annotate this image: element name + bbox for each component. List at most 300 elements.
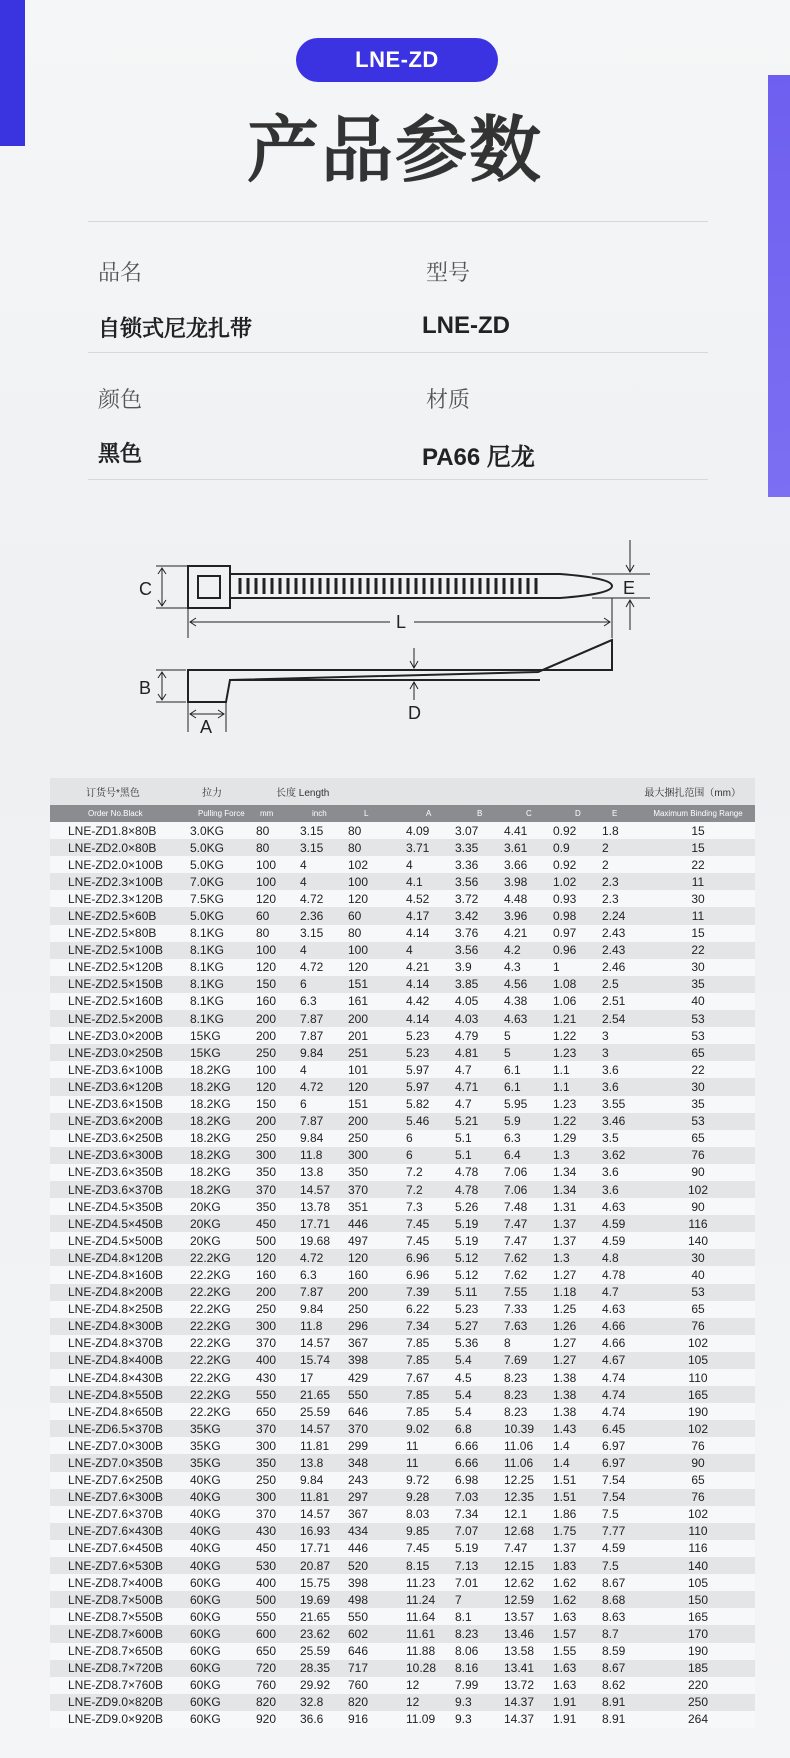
table-cell: LNE-ZD9.0×820B (50, 1694, 190, 1711)
table-cell: 12 (406, 1677, 455, 1694)
table-cell: 11.24 (406, 1591, 455, 1608)
table-cell: 7.77 (602, 1523, 641, 1540)
table-cell: LNE-ZD2.3×120B (50, 890, 190, 907)
table-cell: LNE-ZD8.7×720B (50, 1660, 190, 1677)
table-row (50, 1557, 755, 1574)
table-cell: 250 (256, 1301, 300, 1318)
table-cell: LNE-ZD2.5×60B (50, 907, 190, 924)
table-cell: 11.06 (504, 1437, 553, 1454)
table-cell: 60 (256, 907, 300, 924)
table-cell: 8.1KG (190, 993, 256, 1010)
table-cell: 1.21 (553, 1010, 602, 1027)
table-cell: 500 (256, 1232, 300, 1249)
table-cell: 646 (348, 1403, 406, 1420)
table-cell: 370 (256, 1420, 300, 1437)
table-cell: 60KG (190, 1625, 256, 1642)
table-cell: 1 (553, 959, 602, 976)
table-cell: 7.45 (406, 1540, 455, 1557)
table-cell: 5.26 (455, 1198, 504, 1215)
table-row (50, 976, 755, 993)
table-cell: 5.21 (455, 1113, 504, 1130)
table-cell: 351 (348, 1198, 406, 1215)
table-cell: 250 (641, 1694, 755, 1711)
table-cell: 20KG (190, 1232, 256, 1249)
table-cell: 30 (641, 1078, 755, 1095)
table-cell: 2.43 (602, 942, 641, 959)
table-cell: 5.4 (455, 1352, 504, 1369)
table-cell: 102 (641, 1420, 755, 1437)
table-cell: 80 (256, 839, 300, 856)
table-cell: 7.03 (455, 1489, 504, 1506)
table-cell: 2.46 (602, 959, 641, 976)
table-cell: LNE-ZD3.6×250B (50, 1130, 190, 1147)
table-cell: LNE-ZD6.5×370B (50, 1420, 190, 1437)
table-cell: 1.51 (553, 1489, 602, 1506)
table-cell: 7.0KG (190, 873, 256, 890)
table-cell: 15.75 (300, 1574, 348, 1591)
table-cell: LNE-ZD4.8×650B (50, 1403, 190, 1420)
table-cell: 2.3 (602, 873, 641, 890)
table-cell: 251 (348, 1044, 406, 1061)
table-cell: 5.36 (455, 1335, 504, 1352)
table-cell: 5 (504, 1027, 553, 1044)
table-row (50, 1523, 755, 1540)
table-cell: 646 (348, 1643, 406, 1660)
dimension-b (156, 670, 186, 702)
table-cell: LNE-ZD2.5×160B (50, 993, 190, 1010)
table-cell: 9.28 (406, 1489, 455, 1506)
table-cell: 650 (256, 1643, 300, 1660)
table-cell: 200 (348, 1010, 406, 1027)
table-cell: LNE-ZD7.6×430B (50, 1523, 190, 1540)
table-cell: 13.46 (504, 1625, 553, 1642)
table-cell: 102 (641, 1506, 755, 1523)
table-cell: 11.23 (406, 1574, 455, 1591)
table-cell: 6.3 (300, 993, 348, 1010)
table-cell: 1.27 (553, 1352, 602, 1369)
name-label: 品名 (98, 261, 143, 286)
table-cell: 8.16 (455, 1660, 504, 1677)
table-cell: 65 (641, 1301, 755, 1318)
table-cell: 4.1 (406, 873, 455, 890)
table-cell: 22.2KG (190, 1284, 256, 1301)
table-cell: 3 (602, 1044, 641, 1061)
table-cell: 370 (348, 1420, 406, 1437)
table-cell: 140 (641, 1232, 755, 1249)
table-cell: 4.59 (602, 1540, 641, 1557)
table-cell: 430 (256, 1523, 300, 1540)
table-cell: 100 (256, 873, 300, 890)
table-cell: 1.23 (553, 1044, 602, 1061)
table-cell: 6.1 (504, 1061, 553, 1078)
table-cell: 7.47 (504, 1232, 553, 1249)
table-cell: 3.46 (602, 1113, 641, 1130)
table-cell: 7.62 (504, 1249, 553, 1266)
table-cell: LNE-ZD4.5×450B (50, 1215, 190, 1232)
table-row (50, 1472, 755, 1489)
table-row (50, 1677, 755, 1694)
table-row (50, 822, 755, 839)
table-cell: 6.96 (406, 1249, 455, 1266)
table-cell: 76 (641, 1489, 755, 1506)
table-cell: 720 (256, 1660, 300, 1677)
tie-head-outline (188, 566, 230, 608)
table-cell: 2.51 (602, 993, 641, 1010)
table-cell: 398 (348, 1574, 406, 1591)
table-cell: 4.41 (504, 822, 553, 839)
table-cell: 1.57 (553, 1625, 602, 1642)
table-cell: 60KG (190, 1694, 256, 1711)
table-cell: 60KG (190, 1643, 256, 1660)
column-header: B (455, 805, 504, 822)
table-cell: 446 (348, 1540, 406, 1557)
table-cell: 250 (256, 1130, 300, 1147)
table-cell: 9.84 (300, 1130, 348, 1147)
table-row (50, 1266, 755, 1283)
table-cell: 297 (348, 1489, 406, 1506)
table-cell: LNE-ZD2.5×120B (50, 959, 190, 976)
table-cell: 3.85 (455, 976, 504, 993)
table-cell: 5.1 (455, 1147, 504, 1164)
table-cell: 6.22 (406, 1301, 455, 1318)
table-cell: 5.0KG (190, 856, 256, 873)
table-cell: 4.72 (300, 1078, 348, 1095)
table-row (50, 856, 755, 873)
table-cell: 22.2KG (190, 1301, 256, 1318)
table-cell: 2.3 (602, 890, 641, 907)
table-cell: 60KG (190, 1660, 256, 1677)
table-cell: 1.4 (553, 1454, 602, 1471)
table-cell: 11.8 (300, 1147, 348, 1164)
table-cell: 1.1 (553, 1078, 602, 1095)
table-cell: 7.34 (455, 1506, 504, 1523)
table-cell: 400 (256, 1352, 300, 1369)
table-cell: 110 (641, 1523, 755, 1540)
table-cell: 2 (602, 856, 641, 873)
table-cell: 5.82 (406, 1096, 455, 1113)
table-cell: 14.57 (300, 1181, 348, 1198)
table-row (50, 907, 755, 924)
table-cell: 4.66 (602, 1335, 641, 1352)
table-cell: 200 (348, 1284, 406, 1301)
table-cell: 4.63 (602, 1301, 641, 1318)
name-value: 自锁式尼龙扎带 (98, 317, 253, 342)
table-cell: 12 (406, 1694, 455, 1711)
table-cell: 220 (641, 1677, 755, 1694)
table-cell: LNE-ZD2.5×150B (50, 976, 190, 993)
table-cell: 200 (256, 1027, 300, 1044)
table-row (50, 1694, 755, 1711)
table-cell: 25.59 (300, 1403, 348, 1420)
table-cell: 120 (348, 890, 406, 907)
table-cell: 0.96 (553, 942, 602, 959)
table-row (50, 1369, 755, 1386)
table-cell: 20.87 (300, 1557, 348, 1574)
table-cell: 10.28 (406, 1660, 455, 1677)
table-cell: LNE-ZD8.7×550B (50, 1608, 190, 1625)
dimension-e (592, 540, 650, 630)
table-cell: 20KG (190, 1215, 256, 1232)
table-cell: 1.02 (553, 873, 602, 890)
table-cell: 7.85 (406, 1352, 455, 1369)
table-cell: LNE-ZD3.6×300B (50, 1147, 190, 1164)
table-cell: 916 (348, 1711, 406, 1728)
table-cell: 40KG (190, 1540, 256, 1557)
table-cell: 9.85 (406, 1523, 455, 1540)
table-cell: 17.71 (300, 1215, 348, 1232)
table-cell: 150 (256, 976, 300, 993)
table-cell: 4.78 (602, 1266, 641, 1283)
table-cell: 5.19 (455, 1540, 504, 1557)
table-cell: 4.72 (300, 1249, 348, 1266)
table-row (50, 1386, 755, 1403)
table-cell: 3.98 (504, 873, 553, 890)
table-cell: 22.2KG (190, 1352, 256, 1369)
table-cell: 4 (300, 856, 348, 873)
table-cell: 9.84 (300, 1044, 348, 1061)
table-cell: 5.0KG (190, 839, 256, 856)
table-cell: 7.87 (300, 1010, 348, 1027)
table-cell: 1.3 (553, 1249, 602, 1266)
table-cell: 8 (504, 1335, 553, 1352)
table-cell: 8.68 (602, 1591, 641, 1608)
table-cell: 11 (641, 873, 755, 890)
table-cell: 3.76 (455, 925, 504, 942)
table-cell: 1.38 (553, 1369, 602, 1386)
table-cell: 6.97 (602, 1437, 641, 1454)
table-cell: 90 (641, 1164, 755, 1181)
table-cell: 100 (256, 856, 300, 873)
table-cell: 3 (602, 1027, 641, 1044)
table-cell: 35 (641, 1096, 755, 1113)
table-cell: 22.2KG (190, 1318, 256, 1335)
table-cell: 1.83 (553, 1557, 602, 1574)
table-cell: 243 (348, 1472, 406, 1489)
table-cell: 1.27 (553, 1266, 602, 1283)
table-cell: 8.03 (406, 1506, 455, 1523)
table-cell: 370 (348, 1181, 406, 1198)
column-header: Order No.Black (50, 805, 190, 822)
table-cell: 0.93 (553, 890, 602, 907)
table-cell: 7.3 (406, 1198, 455, 1215)
table-row (50, 1130, 755, 1147)
table-cell: 5.9 (504, 1113, 553, 1130)
table-cell: 602 (348, 1625, 406, 1642)
table-cell: LNE-ZD4.8×250B (50, 1301, 190, 1318)
table-cell: 0.92 (553, 822, 602, 839)
table-cell: 102 (641, 1335, 755, 1352)
spec-table (50, 778, 755, 1728)
table-cell: 4.14 (406, 976, 455, 993)
table-cell: 4.78 (455, 1164, 504, 1181)
table-cell: 7.2 (406, 1181, 455, 1198)
table-cell: 8.23 (504, 1369, 553, 1386)
table-cell: 717 (348, 1660, 406, 1677)
table-cell: 8.1 (455, 1608, 504, 1625)
table-cell: LNE-ZD3.6×120B (50, 1078, 190, 1095)
table-cell: 350 (256, 1164, 300, 1181)
divider (88, 479, 708, 480)
table-cell: 370 (256, 1335, 300, 1352)
table-cell: 9.84 (300, 1472, 348, 1489)
table-row (50, 1574, 755, 1591)
table-cell: 9.02 (406, 1420, 455, 1437)
color-value: 黑色 (98, 442, 143, 467)
table-row (50, 1643, 755, 1660)
table-row (50, 1352, 755, 1369)
table-cell: LNE-ZD3.6×350B (50, 1164, 190, 1181)
table-cell: 550 (348, 1608, 406, 1625)
table-cell: 65 (641, 1472, 755, 1489)
table-cell: 4.48 (504, 890, 553, 907)
table-cell: LNE-ZD8.7×600B (50, 1625, 190, 1642)
table-cell: 5.4 (455, 1386, 504, 1403)
table-cell: 8.63 (602, 1608, 641, 1625)
table-cell: 1.51 (553, 1472, 602, 1489)
column-header: D (553, 805, 602, 822)
table-cell: 15KG (190, 1044, 256, 1061)
table-cell: 15KG (190, 1027, 256, 1044)
table-cell: 7.47 (504, 1540, 553, 1557)
table-row (50, 1301, 755, 1318)
table-cell: 1.8 (602, 822, 641, 839)
table-cell: 5.23 (406, 1044, 455, 1061)
table-cell: 60KG (190, 1608, 256, 1625)
table-cell: 35KG (190, 1454, 256, 1471)
table-cell: 1.91 (553, 1711, 602, 1728)
table-cell: 7.99 (455, 1677, 504, 1694)
table-cell: 296 (348, 1318, 406, 1335)
table-cell: 250 (348, 1130, 406, 1147)
table-cell: 35KG (190, 1437, 256, 1454)
table-cell: 190 (641, 1643, 755, 1660)
table-cell: 18.2KG (190, 1164, 256, 1181)
table-cell: LNE-ZD9.0×920B (50, 1711, 190, 1728)
table-cell: 11.81 (300, 1489, 348, 1506)
table-cell: LNE-ZD7.6×250B (50, 1472, 190, 1489)
table-cell: 7.33 (504, 1301, 553, 1318)
table-row (50, 1284, 755, 1301)
table-cell: 6 (406, 1147, 455, 1164)
table-cell: 53 (641, 1284, 755, 1301)
table-cell: 11.8 (300, 1318, 348, 1335)
table-cell: 80 (256, 822, 300, 839)
table-cell: 8.1KG (190, 976, 256, 993)
table-cell: 1.31 (553, 1198, 602, 1215)
table-cell: 11.64 (406, 1608, 455, 1625)
table-cell: 65 (641, 1044, 755, 1061)
table-cell: 6.1 (504, 1078, 553, 1095)
column-header: E (602, 805, 641, 822)
table-cell: 1.38 (553, 1403, 602, 1420)
table-cell: 151 (348, 976, 406, 993)
column-header: mm (256, 805, 300, 822)
table-cell: 9.72 (406, 1472, 455, 1489)
table-cell: 3.42 (455, 907, 504, 924)
table-cell: 14.57 (300, 1506, 348, 1523)
table-cell: LNE-ZD4.8×300B (50, 1318, 190, 1335)
column-header: A (406, 805, 455, 822)
table-cell: 3.72 (455, 890, 504, 907)
table-cell: 3.56 (455, 942, 504, 959)
label-a: A (200, 717, 213, 737)
table-cell: 40KG (190, 1523, 256, 1540)
table-cell: 1.86 (553, 1506, 602, 1523)
table-cell: 22 (641, 856, 755, 873)
table-row (50, 1113, 755, 1130)
table-cell: 12.35 (504, 1489, 553, 1506)
table-cell: 3.62 (602, 1147, 641, 1164)
table-cell: LNE-ZD2.0×100B (50, 856, 190, 873)
dimension-d (410, 648, 418, 700)
table-cell: LNE-ZD8.7×400B (50, 1574, 190, 1591)
table-cell: 650 (256, 1403, 300, 1420)
table-cell: 7.5 (602, 1506, 641, 1523)
table-cell: 11.61 (406, 1625, 455, 1642)
table-cell: 7.85 (406, 1403, 455, 1420)
table-cell: 30 (641, 890, 755, 907)
table-row (50, 1318, 755, 1335)
table-cell: LNE-ZD3.6×370B (50, 1181, 190, 1198)
table-cell: 3.5 (602, 1130, 641, 1147)
table-cell: 760 (348, 1677, 406, 1694)
table-cell: 1.55 (553, 1643, 602, 1660)
table-cell: 760 (256, 1677, 300, 1694)
table-cell: 201 (348, 1027, 406, 1044)
divider (88, 352, 708, 353)
table-cell: 35 (641, 976, 755, 993)
table-cell: 5.12 (455, 1249, 504, 1266)
table-cell: LNE-ZD4.8×120B (50, 1249, 190, 1266)
table-cell: 7.85 (406, 1335, 455, 1352)
table-cell: 1.37 (553, 1232, 602, 1249)
table-cell: 40 (641, 993, 755, 1010)
table-row (50, 1660, 755, 1677)
table-cell: 105 (641, 1352, 755, 1369)
table-cell: 11.09 (406, 1711, 455, 1728)
table-cell: 7.48 (504, 1198, 553, 1215)
table-cell: 3.61 (504, 839, 553, 856)
table-row (50, 942, 755, 959)
table-cell: 1.43 (553, 1420, 602, 1437)
table-row (50, 1215, 755, 1232)
table-cell: 4 (300, 1061, 348, 1078)
table-cell: 8.1KG (190, 1010, 256, 1027)
table-cell: 4.14 (406, 925, 455, 942)
table-cell: 7.63 (504, 1318, 553, 1335)
table-row (50, 925, 755, 942)
table-cell: 23.62 (300, 1625, 348, 1642)
table-cell: 5.97 (406, 1078, 455, 1095)
table-cell: 18.2KG (190, 1061, 256, 1078)
table-cell: 90 (641, 1198, 755, 1215)
table-cell: 250 (256, 1472, 300, 1489)
table-cell: 3.6 (602, 1164, 641, 1181)
table-cell: 6.96 (406, 1266, 455, 1283)
table-cell: 13.58 (504, 1643, 553, 1660)
table-cell: 4.63 (602, 1198, 641, 1215)
table-cell: LNE-ZD4.8×400B (50, 1352, 190, 1369)
table-cell: 4.66 (602, 1318, 641, 1335)
table-cell: 120 (256, 890, 300, 907)
table-cell: 200 (256, 1113, 300, 1130)
table-cell: 530 (256, 1557, 300, 1574)
table-row (50, 1420, 755, 1437)
column-header: inch (300, 805, 348, 822)
table-cell: 520 (348, 1557, 406, 1574)
table-cell: 13.8 (300, 1164, 348, 1181)
table-cell: 7.45 (406, 1232, 455, 1249)
